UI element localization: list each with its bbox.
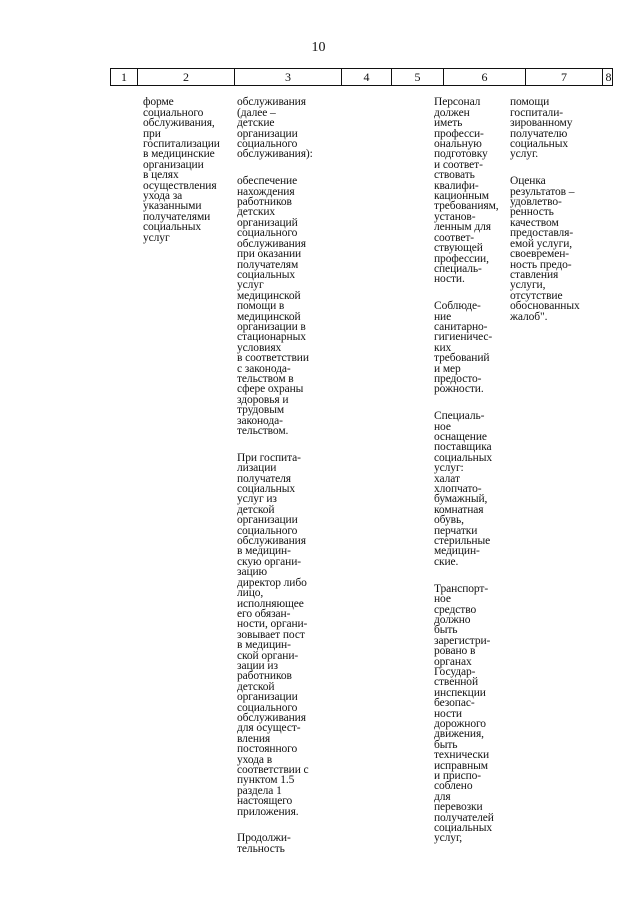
column-6-paragraph: Транспорт- ное средство должно быть зарегистри- ровано в органах Государ- ственной инспекции безопас- ности дорожного движения, быть технически исправным и приспо- соблено для перевозки получателей социальных услуг, xyxy=(434,582,494,845)
column-6-paragraph: Соблюде- ние санитарно- гигиеничес- ких требований и мер предосто- рожности. xyxy=(434,300,493,396)
column-header-7: 7 xyxy=(526,69,603,85)
column-header-3: 3 xyxy=(235,69,342,85)
column-3-paragraph: При госпита- лизации получателя социальных услуг из детской организации социального обслуживания в медицин- скую органи- зацию директор либо лицо, исполняющее его обязан- ности, органи- зовывает пост в медицин- ской органи- зации из работников детской организации социального обслуживания для осущест- вления постоянного ухода в соответствии с пунктом 1.5 раздела 1 настоящего приложения. xyxy=(237,451,309,818)
column-7-paragraph: Оценка результатов – удовлетво- ренность качеством предоставля- емой услуги, своевремен- ность предо- ставления услуги, отсутствие обоснованных жалоб". xyxy=(510,175,580,323)
column-header-4: 4 xyxy=(342,69,392,85)
column-header-6: 6 xyxy=(444,69,526,85)
column-3-paragraph: обеспечение нахождения работников детских организаций социального обслуживания при оказании получателям социальных услуг медицинской помощи в медицинской организации в стационарных условиях в соответствии с законода- тельством в сфере охраны здоровья и трудовым законода- тельством. xyxy=(237,175,309,437)
page-number: 10 xyxy=(311,40,326,55)
column-3-text xyxy=(237,87,339,871)
column-3-paragraph: обслуживания (далее – детские организации социального обслуживания): xyxy=(237,96,313,161)
column-6-paragraph: Специаль- ное оснащение поставщика социальных услуг: халат хлопчато- бумажный, комнатная обувь, перчатки стерильные медицин- ские. xyxy=(434,410,492,568)
column-2-text xyxy=(143,87,235,260)
column-7-text xyxy=(510,87,596,338)
column-6-paragraph: Персонал должен иметь професси- ональную подготовку и соответ- ствовать квалифи- кационным требованиям, установ- ленным для соответ- ствующей профессии, специаль- ности. xyxy=(434,96,499,286)
column-header-8: 8 xyxy=(605,70,612,84)
column-2-paragraph: форме социального обслуживания, при госпитализации в медицинские организации в целях осуществления ухода за указанными получателями социальных услуг xyxy=(143,96,220,244)
column-header-5: 5 xyxy=(392,69,444,85)
column-6-text xyxy=(434,87,506,860)
column-3-paragraph: Продолжи- тельность xyxy=(237,832,291,855)
column-header-1: 1 xyxy=(111,69,138,85)
table-header-row xyxy=(110,68,613,86)
column-7-paragraph: помощи госпитали- зированному получателю социальных услуг. xyxy=(510,96,573,161)
column-header-2: 2 xyxy=(138,69,235,85)
